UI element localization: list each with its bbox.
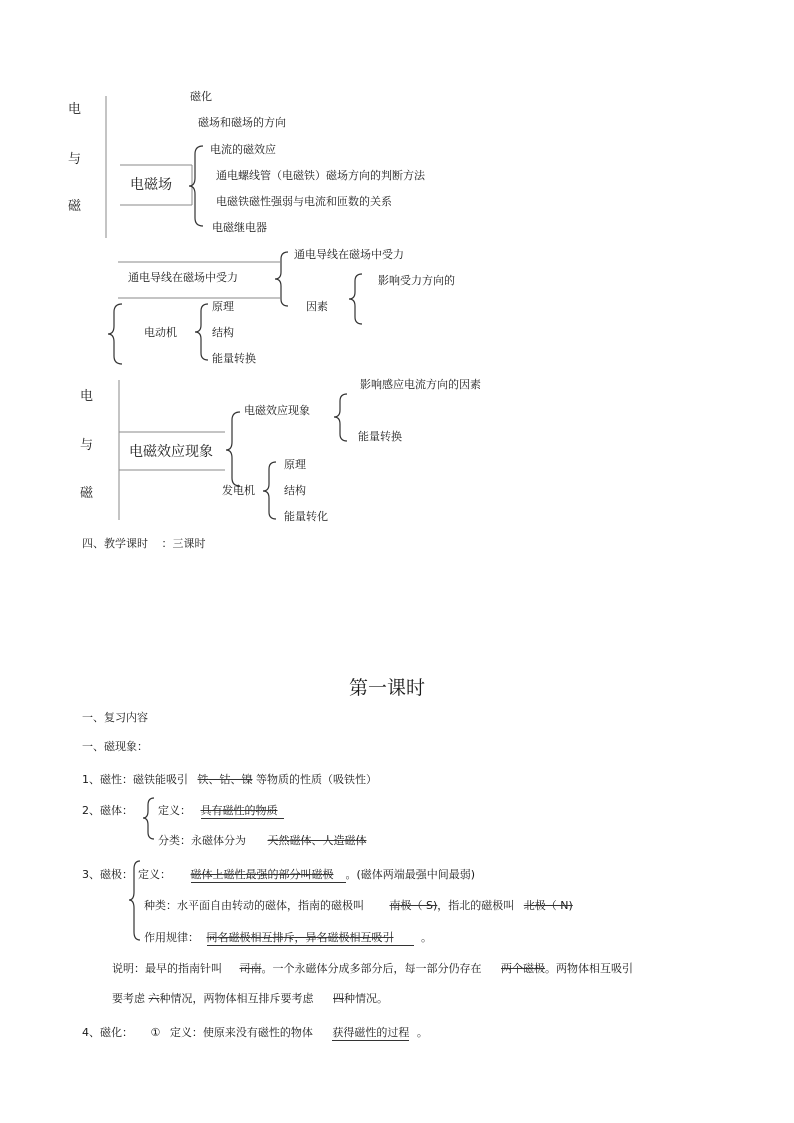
node-induction-energy: 能量转换 bbox=[358, 430, 402, 443]
diagram1-side-char-2: 与 bbox=[68, 152, 82, 167]
note-p1-a: 说明：最早的指南针叫 bbox=[112, 962, 222, 975]
item2-def-blank: 具有磁性的物质 bbox=[201, 804, 284, 819]
magnetism-heading: 一、磁现象： bbox=[82, 740, 148, 753]
review-heading: 一、复习内容 bbox=[82, 711, 148, 724]
item4-end: 。 bbox=[416, 1026, 428, 1039]
brace-factors bbox=[349, 274, 362, 324]
note-p2-c: 种情况。 bbox=[344, 992, 388, 1005]
node-electromagnetic-field: 电磁场 bbox=[130, 177, 172, 193]
item-magnetism bbox=[82, 773, 377, 787]
node-electromagnet-strength: 电磁铁磁性强弱与电流和匝数的关系 bbox=[216, 195, 392, 208]
brace-induction bbox=[226, 412, 240, 486]
item4-magnetization bbox=[82, 1026, 428, 1041]
node-generator-structure: 结构 bbox=[284, 484, 306, 497]
teaching-hours-line bbox=[82, 537, 206, 551]
item2-classification bbox=[158, 834, 367, 848]
item2-class-blank: 天然磁体、人造磁体 bbox=[267, 834, 367, 847]
note-p2-blank2: 四 bbox=[333, 992, 344, 1005]
item3-kind-label: 种类：水平面自由转动的磁体，指南的磁极叫 bbox=[144, 899, 364, 912]
diagram2-side-char-3: 磁 bbox=[80, 486, 94, 501]
item3-kind-mid: ，指北的磁极叫 bbox=[437, 899, 515, 912]
node-motor-principle: 原理 bbox=[212, 300, 234, 313]
item3-rule-label: 作用规律： bbox=[144, 931, 199, 944]
node-em-induction: 电磁效应现象 bbox=[244, 404, 310, 417]
teaching-hours-sep: ： bbox=[161, 537, 173, 550]
node-force-top: 通电导线在磁场中受力 bbox=[294, 248, 404, 261]
note-p1-blank2: 两个磁极 bbox=[501, 962, 545, 975]
item3-north-blank: 北极（ N) bbox=[523, 899, 573, 912]
note-p2-blank1: 六 bbox=[148, 992, 160, 1005]
node-motor: 电动机 bbox=[144, 326, 177, 339]
item4-blank: 获得磁性的过程 bbox=[332, 1026, 410, 1039]
item3-label: 3、磁极： bbox=[82, 868, 133, 881]
note-p2-b: 种情况，两物体相互排斥要考虑 bbox=[159, 992, 314, 1005]
note-line-2 bbox=[112, 992, 388, 1006]
node-field-direction: 磁场和磁场的方向 bbox=[198, 116, 286, 129]
item4-label: 4、磁化： bbox=[82, 1026, 133, 1039]
lesson-title: 第一课时 bbox=[349, 677, 426, 699]
brace-motor-outer bbox=[108, 304, 122, 364]
item3-def-label: 定义： bbox=[138, 868, 171, 881]
note-p1-c: 。两物体相互吸引 bbox=[545, 962, 633, 975]
item2-label: 2、磁体： bbox=[82, 804, 133, 817]
note-p1-blank1: 司南 bbox=[239, 962, 262, 975]
note-line-1 bbox=[112, 962, 633, 976]
item3-definition bbox=[138, 868, 475, 883]
item1-rest: 等物质的性质（吸铁性） bbox=[256, 773, 377, 786]
node-induced-current-factor: 影响感应电流方向的因素 bbox=[360, 378, 481, 391]
brace-magnetic-field bbox=[189, 146, 203, 226]
node-motor-structure: 结构 bbox=[212, 326, 234, 339]
item2-definition bbox=[158, 804, 284, 819]
diagram1-side-char-1: 电 bbox=[68, 102, 82, 117]
brace-induction-factors bbox=[334, 394, 347, 441]
item3-rule-end: 。 bbox=[421, 931, 432, 944]
node-current-magnetic-effect: 电流的磁效应 bbox=[210, 143, 276, 156]
node-factors: 因素 bbox=[306, 300, 328, 313]
node-em-phenomenon-box: 电磁效应现象 bbox=[129, 444, 213, 460]
brace-magnet bbox=[143, 798, 154, 839]
node-force-box: 通电导线在磁场中受力 bbox=[128, 271, 238, 284]
brace-generator bbox=[263, 462, 276, 519]
item2-class-label: 分类：永磁体分为 bbox=[158, 834, 246, 847]
node-relay: 电磁继电器 bbox=[212, 221, 267, 234]
item3-rule bbox=[144, 931, 432, 946]
item4-circled-number: ① bbox=[150, 1026, 161, 1039]
item2-def-label: 定义： bbox=[158, 804, 191, 817]
node-magnetization: 磁化 bbox=[190, 90, 212, 103]
node-motor-energy: 能量转换 bbox=[212, 352, 256, 365]
teaching-hours-value: 三课时 bbox=[172, 537, 206, 550]
note-p2-a: 要考虑 bbox=[112, 992, 145, 1005]
item3-rule-blank: 同名磁极相互排斥，异名磁极相互吸引 bbox=[207, 931, 414, 946]
item3-def-blank: 磁体上磁性最强的部分叫磁极 bbox=[191, 868, 346, 883]
diagram1-side-char-3: 磁 bbox=[68, 199, 82, 214]
brace-motor-items bbox=[195, 304, 208, 360]
diagram2-side-char-2: 与 bbox=[80, 438, 94, 453]
item1-label: 1、磁性：磁铁能吸引 bbox=[82, 773, 188, 786]
item3-kinds bbox=[144, 899, 573, 913]
item1-blank: 铁、钴、镍 bbox=[197, 773, 253, 786]
node-generator-principle: 原理 bbox=[284, 458, 306, 471]
teaching-hours-label: 四、教学课时 bbox=[82, 537, 148, 550]
item3-south-blank: 南极（ S) bbox=[389, 899, 438, 912]
diagram2-side-char-1: 电 bbox=[80, 389, 94, 404]
node-generator-energy: 能量转化 bbox=[284, 510, 328, 523]
node-generator: 发电机 bbox=[222, 484, 255, 497]
node-force-direction-factor: 影响受力方向的 bbox=[378, 274, 455, 287]
item3-def-note: 。(磁体两端最强中间最弱) bbox=[345, 868, 476, 881]
item4-def: 定义：使原来没有磁性的物体 bbox=[169, 1026, 313, 1039]
note-p1-b: 。一个永磁体分成多部分后，每一部分仍存在 bbox=[261, 962, 482, 975]
node-solenoid-rule: 通电螺线管（电磁铁）磁场方向的判断方法 bbox=[216, 169, 425, 182]
